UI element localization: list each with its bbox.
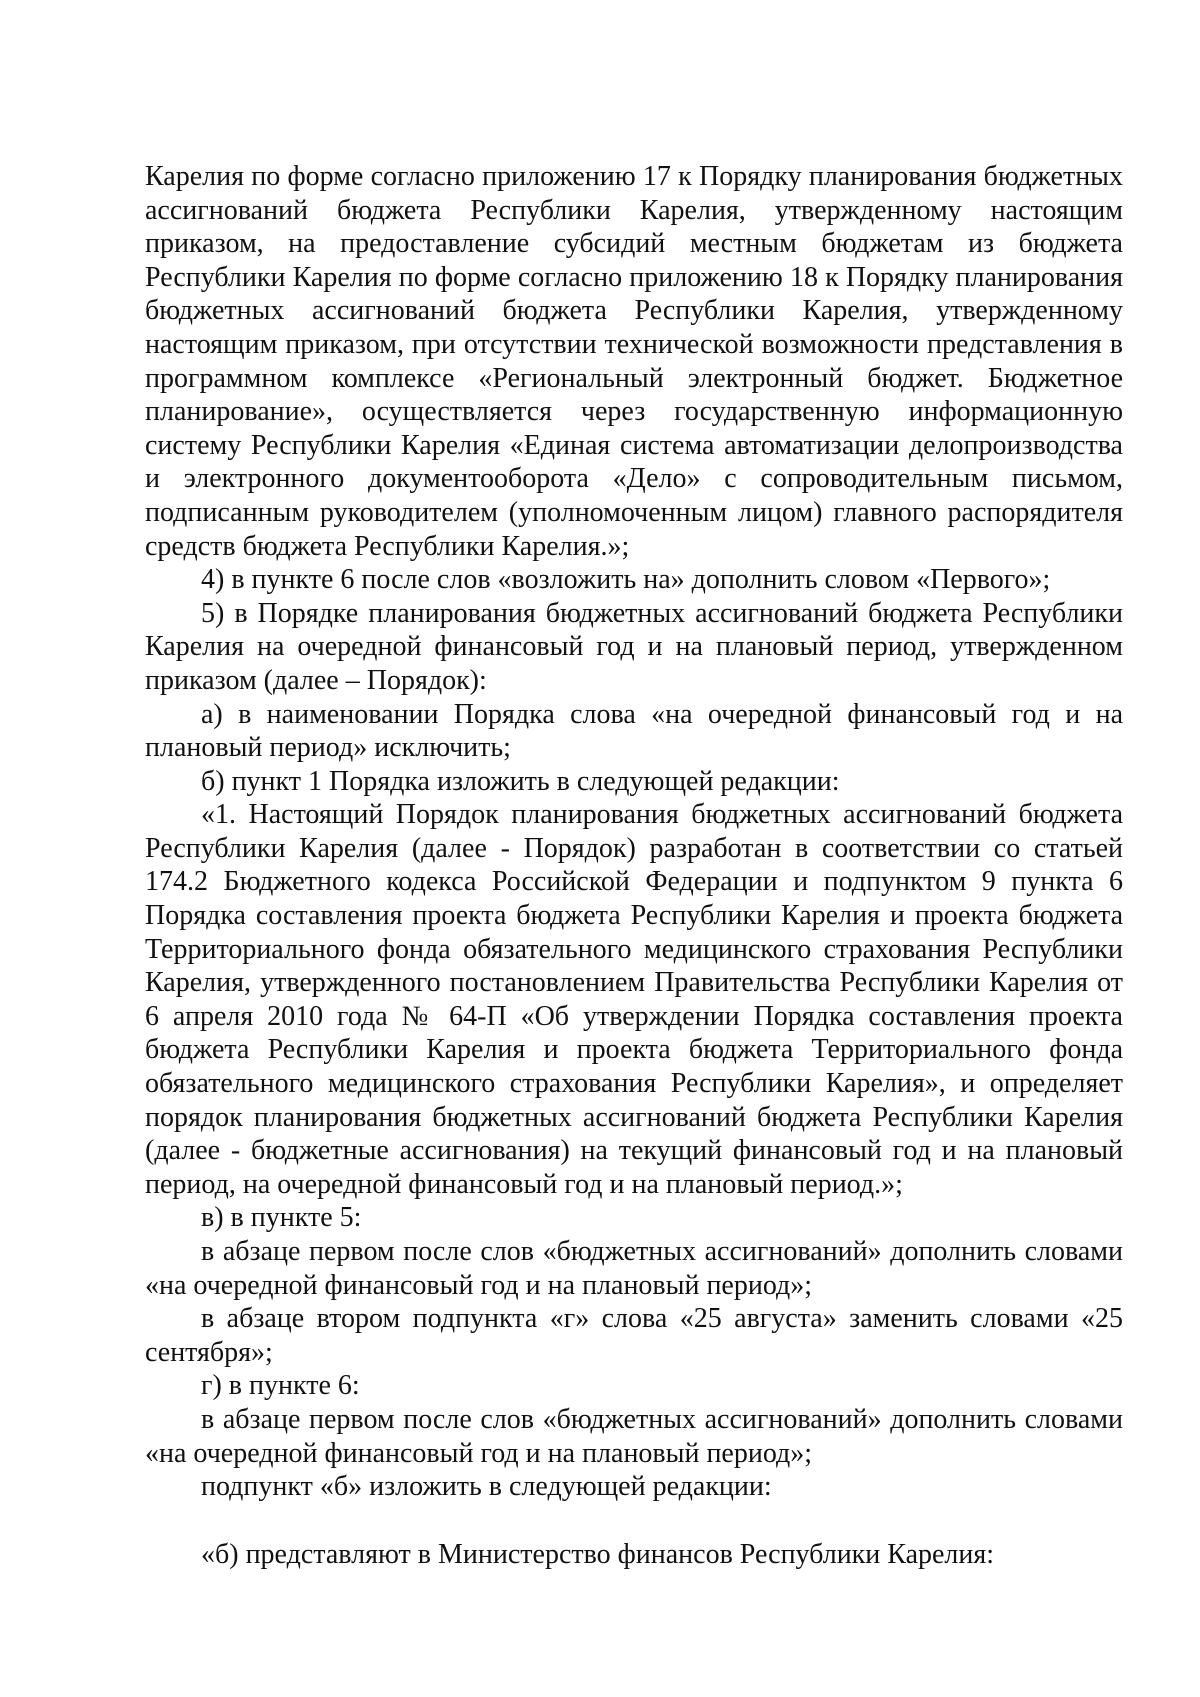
paragraph-item-5: 5) в Порядке планирования бюджетных ассигнований бюджета Республики Карелия на очередной финансовый год и на плановый период, утвержденном приказом (далее – Порядок): — [145, 597, 1123, 696]
document-page — [145, 160, 1123, 1571]
paragraph-v-second-abzac: в абзаце втором подпункта «г» слова «25 августа» заменить словами «25 сентября»; — [145, 1303, 1123, 1368]
paragraph-subitem-v: в) в пункте 5: — [201, 1202, 362, 1234]
paragraph-subitem-a: а) в наименовании Порядка слова «на очередной финансовый год и на плановый период» исключить; — [145, 698, 1123, 764]
paragraph-quoted-subpoint-b: «б) представляют в Министерство финансов Республики Карелия: — [201, 1538, 995, 1570]
paragraph-subitem-b: б) пункт 1 Порядка изложить в следующей редакции: — [201, 765, 840, 797]
paragraph-continuation: Карелия по форме согласно приложению 17 к Порядку планирования бюджетных ассигнований бюджета Республики Карелия, утвержденному настоящим приказом, на предоставление субсидий местным бюджетам из бюджета Республики Карелия по форме согласно приложению 18 к Порядку планирования бюджетных ассигнований бюджета Республики Карелия, утвержденному настоящим приказом, при отсутствии технической возможности представления в программном комплексе «Региональный электронный бюджет. Бюджетное планирование», осуществляется через государственную информационную систему Республики Карелия «Единая система автоматизации делопроизводства и электронного документооборота «Дело» с сопроводительным письмом, подписанным руководителем (уполномоченным лицом) главного распорядителя средств бюджета Республики Карелия.»; — [145, 161, 1123, 562]
paragraph-v-first-abzac: в абзаце первом после слов «бюджетных ассигнований» дополнить словами «на очередной финансовый год и на плановый период»; — [145, 1236, 1123, 1301]
paragraph-g-first-abzac: в абзаце первом после слов «бюджетных ассигнований» дополнить словами «на очередной финансовый год и на плановый период»; — [145, 1403, 1123, 1469]
paragraph-g-subpoint-b: подпункт «б» изложить в следующей редакции: — [201, 1471, 772, 1503]
paragraph-item-4: 4) в пункте 6 после слов «возложить на» дополнить словом «Первого»; — [201, 564, 1051, 596]
paragraph-quoted-point-1: «1. Настоящий Порядок планирования бюджетных ассигнований бюджета Республики Карелия (далее - Порядок) разработан в соответствии со статьей 174.2 Бюджетного кодекса Российской Федерации и подпунктом 9 пункта 6 Порядка составления проекта бюджета Республики Карелия и проекта бюджета Территориального фонда обязательного медицинского страхования Республики Карелия, утвержденного постановлением Правительства Республики Карелия от 6 апреля 2010 года № 64-П «Об утверждении Порядка составления проекта бюджета Республики Карелия и проекта бюджета Территориального фонда обязательного медицинского страхования Республики Карелия», и определяет порядок планирования бюджетных ассигнований бюджета Республики Карелия (далее - бюджетные ассигнования) на текущий финансовый год и на плановый период, на очередной финансовый год и на плановый период.»; — [145, 799, 1123, 1200]
paragraph-subitem-g: г) в пункте 6: — [201, 1370, 360, 1402]
